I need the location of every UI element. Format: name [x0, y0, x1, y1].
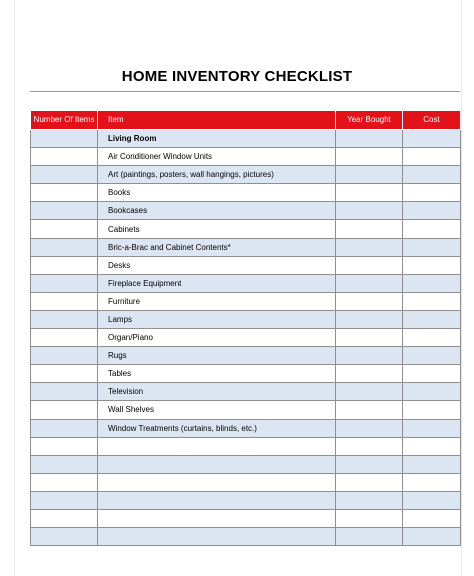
table-row: [31, 166, 461, 184]
year-bought-cell[interactable]: [336, 184, 403, 202]
number-of-items-cell[interactable]: [31, 401, 98, 419]
cost-cell[interactable]: [403, 347, 461, 365]
table-row: [31, 238, 461, 256]
year-bought-cell[interactable]: [336, 528, 403, 546]
number-of-items-cell[interactable]: [31, 130, 98, 148]
table-row: [31, 437, 461, 455]
item-cell: Bookcases: [98, 202, 336, 220]
year-bought-cell[interactable]: [336, 292, 403, 310]
table-row: [31, 274, 461, 292]
number-of-items-cell[interactable]: [31, 220, 98, 238]
item-cell: Rugs: [98, 347, 336, 365]
item-cell: [98, 437, 336, 455]
cost-cell[interactable]: [403, 455, 461, 473]
table-row: [31, 329, 461, 347]
item-cell: Window Treatments (curtains, blinds, etc.): [98, 419, 336, 437]
number-of-items-cell[interactable]: [31, 347, 98, 365]
cost-cell[interactable]: [403, 383, 461, 401]
cost-cell[interactable]: [403, 292, 461, 310]
page-title: HOME INVENTORY CHECKLIST: [121, 68, 353, 85]
number-of-items-cell[interactable]: [31, 274, 98, 292]
item-cell: Wall Shelves: [98, 401, 336, 419]
item-cell: Art (paintings, posters, wall hangings, pictures): [98, 166, 336, 184]
table-row: [31, 347, 461, 365]
year-bought-cell[interactable]: [336, 148, 403, 166]
number-of-items-cell[interactable]: [31, 310, 98, 328]
item-cell: Fireplace Equipment: [98, 274, 336, 292]
table-row: [31, 292, 461, 310]
year-bought-cell[interactable]: [336, 365, 403, 383]
number-of-items-cell[interactable]: [31, 491, 98, 509]
table-header-row: [31, 111, 461, 130]
year-bought-cell[interactable]: [336, 202, 403, 220]
cost-cell[interactable]: [403, 184, 461, 202]
cost-cell[interactable]: [403, 473, 461, 491]
number-of-items-cell[interactable]: [31, 455, 98, 473]
number-of-items-cell[interactable]: [31, 437, 98, 455]
year-bought-cell[interactable]: [336, 130, 403, 148]
year-bought-cell[interactable]: [336, 329, 403, 347]
number-of-items-cell[interactable]: [31, 365, 98, 383]
item-cell: Television: [98, 383, 336, 401]
cost-cell[interactable]: [403, 256, 461, 274]
number-of-items-cell[interactable]: [31, 383, 98, 401]
year-bought-cell[interactable]: [336, 274, 403, 292]
item-cell: Cabinets: [98, 220, 336, 238]
table-row: [31, 455, 461, 473]
number-of-items-cell[interactable]: [31, 166, 98, 184]
item-cell: [98, 455, 336, 473]
header-year-bought: Year Bought: [336, 111, 403, 130]
item-cell: [98, 473, 336, 491]
number-of-items-cell[interactable]: [31, 528, 98, 546]
cost-cell[interactable]: [403, 274, 461, 292]
item-cell: Lamps: [98, 310, 336, 328]
cost-cell[interactable]: [403, 365, 461, 383]
year-bought-cell[interactable]: [336, 166, 403, 184]
year-bought-cell[interactable]: [336, 473, 403, 491]
cost-cell[interactable]: [403, 419, 461, 437]
item-cell: [98, 491, 336, 509]
cost-cell[interactable]: [403, 166, 461, 184]
number-of-items-cell[interactable]: [31, 238, 98, 256]
cost-cell[interactable]: [403, 329, 461, 347]
table-row: [31, 130, 461, 148]
cost-cell[interactable]: [403, 437, 461, 455]
table-row: [31, 202, 461, 220]
table-row: [31, 365, 461, 383]
item-cell: Bric-a-Brac and Cabinet Contents*: [98, 238, 336, 256]
year-bought-cell[interactable]: [336, 419, 403, 437]
table-row: [31, 509, 461, 527]
cost-cell[interactable]: [403, 238, 461, 256]
year-bought-cell[interactable]: [336, 491, 403, 509]
header-cost: Cost: [403, 111, 461, 130]
table-row: [31, 148, 461, 166]
number-of-items-cell[interactable]: [31, 473, 98, 491]
section-heading: Living Room: [98, 130, 336, 148]
cost-cell[interactable]: [403, 310, 461, 328]
title-divider: [30, 91, 460, 92]
number-of-items-cell[interactable]: [31, 256, 98, 274]
cost-cell[interactable]: [403, 401, 461, 419]
number-of-items-cell[interactable]: [31, 419, 98, 437]
cost-cell[interactable]: [403, 148, 461, 166]
table-row: [31, 310, 461, 328]
year-bought-cell[interactable]: [336, 238, 403, 256]
item-cell: Tables: [98, 365, 336, 383]
year-bought-cell[interactable]: [336, 509, 403, 527]
number-of-items-cell[interactable]: [31, 292, 98, 310]
year-bought-cell[interactable]: [336, 437, 403, 455]
table-row: [31, 491, 461, 509]
item-cell: [98, 528, 336, 546]
table-row: [31, 184, 461, 202]
table-row: [31, 419, 461, 437]
year-bought-cell[interactable]: [336, 310, 403, 328]
cost-cell[interactable]: [403, 509, 461, 527]
year-bought-cell[interactable]: [336, 455, 403, 473]
item-cell: Desks: [98, 256, 336, 274]
cost-cell[interactable]: [403, 130, 461, 148]
year-bought-cell[interactable]: [336, 347, 403, 365]
cost-cell[interactable]: [403, 202, 461, 220]
header-item: Item: [98, 111, 336, 130]
number-of-items-cell[interactable]: [31, 509, 98, 527]
year-bought-cell[interactable]: [336, 383, 403, 401]
year-bought-cell[interactable]: [336, 401, 403, 419]
cost-cell[interactable]: [403, 220, 461, 238]
number-of-items-cell[interactable]: [31, 202, 98, 220]
item-cell: Air Conditioner Window Units: [98, 148, 336, 166]
table-row: [31, 256, 461, 274]
table-row: [31, 528, 461, 546]
cost-cell[interactable]: [403, 528, 461, 546]
table-row: [31, 473, 461, 491]
item-cell: [98, 509, 336, 527]
item-cell: Organ/Piano: [98, 329, 336, 347]
number-of-items-cell[interactable]: [31, 329, 98, 347]
header-number-of-items: Number Of Items: [31, 111, 98, 130]
year-bought-cell[interactable]: [336, 220, 403, 238]
cost-cell[interactable]: [403, 491, 461, 509]
number-of-items-cell[interactable]: [31, 148, 98, 166]
item-cell: Furniture: [98, 292, 336, 310]
table-row: [31, 220, 461, 238]
year-bought-cell[interactable]: [336, 256, 403, 274]
table-row: [31, 383, 461, 401]
inventory-table: [30, 110, 461, 546]
item-cell: Books: [98, 184, 336, 202]
number-of-items-cell[interactable]: [31, 184, 98, 202]
table-row: [31, 401, 461, 419]
